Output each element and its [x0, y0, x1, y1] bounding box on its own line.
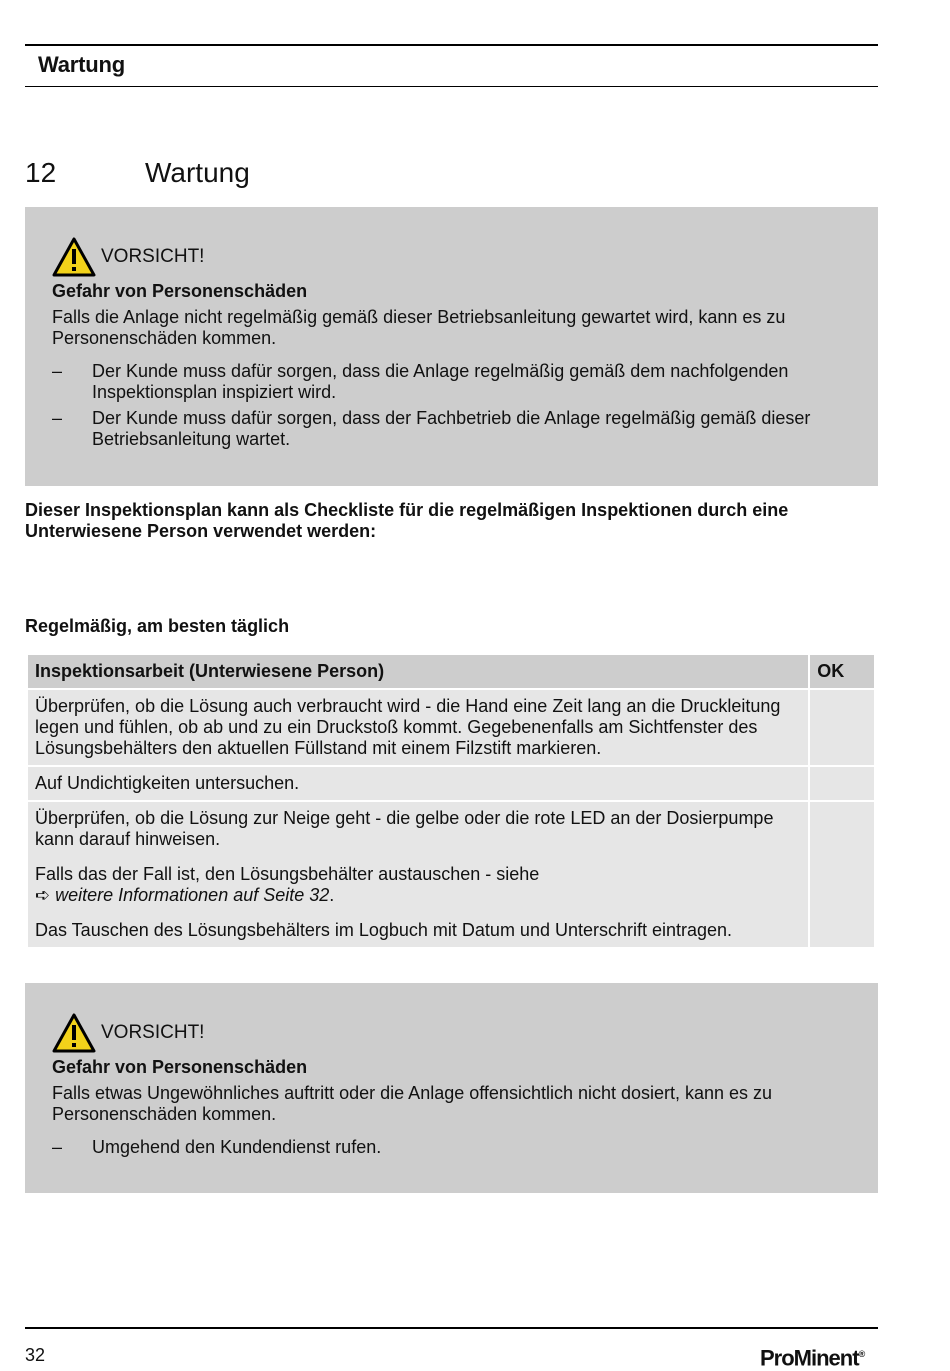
table-cell-ok[interactable]: [810, 690, 874, 765]
table-header-task: Inspektionsarbeit (Unterwiesene Person): [28, 655, 808, 688]
header-rule-top: [25, 44, 878, 46]
table-cell-task: Auf Undichtigkeiten untersuchen.: [28, 767, 808, 800]
warning-text: Falls etwas Ungewöhnliches auftritt oder die Anlage offensichtlich nicht dosiert, kann es zu Personenschäden kommen.: [52, 1083, 773, 1124]
footer-rule: [25, 1327, 878, 1329]
warning-list-item: – Umgehend den Kundendienst rufen.: [52, 1137, 860, 1158]
table-cell-task: Überprüfen, ob die Lösung auch verbraucht wird - die Hand eine Zeit lang an die Druckleitung legen und fühlen, ob ab und zu ein Druckstoß kommt. Gegebenenfalls am Sichtfenster des Lösungsbehälters den aktuellen Füllstand mit einem Filzstift markieren.: [28, 690, 808, 765]
task-paragraph-text: Falls das der Fall ist, den Lösungsbehälter austauschen - siehe: [35, 864, 540, 884]
task-paragraph-end: .: [329, 885, 335, 905]
warning-heading: [52, 1011, 860, 1055]
chapter-number: 12: [25, 157, 57, 188]
header-rule-bottom: [25, 86, 878, 87]
table-row: [28, 767, 874, 800]
brand-name: ProMinent: [760, 1345, 859, 1371]
warning-box-2: [25, 983, 878, 1193]
task-paragraph: [35, 864, 801, 906]
warning-label: VORSICHT!: [101, 1022, 205, 1043]
warning-triangle-icon: [52, 237, 96, 277]
warning-subtitle: Gefahr von Personenschäden: [52, 1057, 308, 1077]
section-title: Regelmäßig, am besten täglich: [25, 616, 290, 636]
cross-reference-arrow-icon: ➪: [35, 885, 51, 905]
table-header-ok: OK: [810, 655, 874, 688]
warning-triangle-icon: [52, 1013, 96, 1053]
intro-text: Dieser Inspektionsplan kann als Checkliste für die regelmäßigen Inspektionen durch eine Unterwiesene Person verwendet werden:: [25, 500, 789, 541]
warning-box-1: [25, 207, 878, 486]
header-title: Wartung: [38, 52, 125, 77]
table-cell-ok[interactable]: [810, 802, 874, 947]
inspection-table: [26, 653, 876, 949]
chapter-heading: [25, 156, 250, 190]
table-row: [28, 690, 874, 765]
table-cell-task: [28, 802, 808, 947]
warning-heading: [52, 235, 860, 279]
warning-list: [52, 361, 860, 450]
brand-logo: [760, 1341, 865, 1371]
table-row: [28, 802, 874, 947]
warning-list: [52, 1137, 860, 1158]
page-number: 32: [25, 1345, 46, 1365]
chapter-title: Wartung: [145, 157, 250, 188]
brand-registered-mark: ®: [858, 1349, 866, 1359]
task-paragraph: Überprüfen, ob die Lösung zur Neige geht - die gelbe oder die rote LED an der Dosierpumpe kann darauf hinweisen.: [35, 808, 774, 849]
table-header-row: [28, 655, 874, 688]
warning-subtitle: Gefahr von Personenschäden: [52, 281, 308, 301]
cross-reference-link[interactable]: weitere Informationen auf Seite 32: [55, 885, 330, 905]
warning-text: Falls die Anlage nicht regelmäßig gemäß dieser Betriebsanleitung gewartet wird, kann es zu Personenschäden kommen.: [52, 307, 786, 348]
warning-list-item: – Der Kunde muss dafür sorgen, dass die Anlage regelmäßig gemäß dem nachfolgenden Inspektionsplan inspiziert wird.: [52, 361, 860, 403]
warning-label: VORSICHT!: [101, 246, 205, 267]
task-paragraph: Das Tauschen des Lösungsbehälters im Logbuch mit Datum und Unterschrift eintragen.: [35, 920, 733, 940]
warning-list-item: – Der Kunde muss dafür sorgen, dass der Fachbetrieb die Anlage regelmäßig gemäß dieser Betriebsanleitung wartet.: [52, 408, 860, 450]
table-cell-ok[interactable]: [810, 767, 874, 800]
